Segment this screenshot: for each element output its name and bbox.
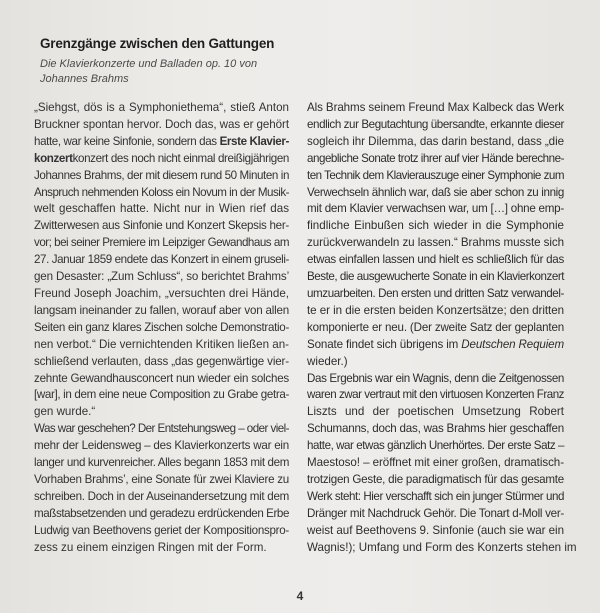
text-line: „Siehgst, dös is a Symphoniethema“, stieß Anton xyxy=(34,101,289,114)
subtitle-line: Johannes Brahms xyxy=(40,73,129,85)
text-line: 27. Januar 1859 endete das Konzert in einem gruseli- xyxy=(34,253,289,267)
text-span: hatte, war keine Sinfonie, sondern das xyxy=(34,134,220,148)
text-line: wieder.) xyxy=(307,354,348,368)
text-line: Johannes Brahms, der mit diesem rund 50 Minuten in xyxy=(34,168,289,182)
text-line xyxy=(34,151,289,168)
text-line: Zwitterwesen aus Sinfonie und Konzert Skepsis her- xyxy=(34,219,289,233)
text-line: [war], in dem eine neue Composition zu Grabe getra- xyxy=(34,388,289,402)
text-span: Sonate findet sich übrigens im xyxy=(307,337,462,351)
text-line: zehnte Gewandhausconcert nun wieder ein solches xyxy=(34,371,289,385)
text-line: Seiten ein ganz klares Zischen solche Demonstratio- xyxy=(34,320,289,334)
text-line: Werk steht: Hier verschafft sich ein junger Stürmer und xyxy=(307,489,564,503)
text-line: Schumanns, doch das, was Brahms hier geschaffen xyxy=(307,422,564,436)
text-line: Bruckner spontan hervor. Doch das, was er gehört xyxy=(34,117,289,131)
text-line: zess zu einem einzigen Ringen mit der Form. xyxy=(34,540,267,554)
text-line: Maestoso! – eröffnet mit einer großen, dramatisch- xyxy=(307,456,564,470)
text-line: Dränger mit Nachdruck Gehör. Die Tonart d-Moll ver- xyxy=(307,506,564,520)
text-line: findliche Einbußen sich wieder in die Symphonie xyxy=(307,219,564,233)
text-line: langer und kurvenreicher. Alles begann 1853 mit dem xyxy=(34,456,289,470)
text-line: zurückverwandeln zu lassen.“ Brahms musste sich xyxy=(307,236,564,250)
text-line: vor; bei seiner Premiere im Leipziger Gewandhaus am xyxy=(34,236,289,250)
text-line: gen Desaster: „Zum Schluss“, so berichtet Brahms’ xyxy=(34,270,289,284)
text-line: gen wurde.“ xyxy=(34,405,96,419)
text-line: maßstabsetzenden und geradezu erdrückenden Erbe xyxy=(34,506,289,520)
text-line: mehr der Leidensweg – des Klavierkonzerts war ein xyxy=(34,439,289,453)
text-line: etwas einfallen lassen und hielt es schließlich für das xyxy=(307,253,564,267)
text-line: komponierte er neu. (Der zweite Satz der geplanten xyxy=(307,320,564,334)
text-line: weist auf Beethovens 9. Sinfonie (auch sie war ein xyxy=(307,523,564,537)
section-subtitle xyxy=(40,57,270,87)
text-line: langsam ineinander zu fallen, worauf aber von allen xyxy=(34,303,289,317)
section-title: Grenzgänge zwischen den Gattungen xyxy=(40,36,275,51)
text-line xyxy=(307,337,564,354)
text-line: Das Ergebnis war ein Wagnis, denn die Zeitgenossen xyxy=(307,371,564,385)
text-line: Als Brahms seinem Freund Max Kalbeck das Werk xyxy=(307,101,564,114)
text-line: Beste, die ausgewucherte Sonate in ein Klavierkonzert xyxy=(307,270,564,284)
text-line: mit dem Klavier verwachsen war, um […] ohne emp- xyxy=(307,202,564,216)
text-line: endlich zur Begutachtung übersandte, erkannte dieser xyxy=(307,117,564,131)
right-text-column xyxy=(307,100,577,556)
text-line: trotzigen Geste, die paradigmatisch für das gesamte xyxy=(307,472,564,486)
text-line: Was war geschehen? Der Entstehungsweg – oder viel- xyxy=(34,422,289,436)
italic-work-title: Deutschen Requiem xyxy=(461,337,564,351)
text-line: Wagnis!); Umfang und Form des Konzerts stehen im xyxy=(307,540,577,554)
text-line: schließend verlauten, dass „das gegenwärtige vier- xyxy=(34,354,289,368)
text-line: schreiben. Doch in der Auseinandersetzung mit dem xyxy=(34,489,289,503)
text-line: umzuarbeiten. Den ersten und dritten Satz verwandel- xyxy=(307,286,564,300)
text-line: nen verbot.“ Die vernichtenden Kritiken ließen an- xyxy=(34,337,289,351)
text-line: ten Technik dem Klavierauszuge einer Symphonie zum xyxy=(307,168,564,182)
text-line: Liszts und der poetischen Umsetzung Robert xyxy=(307,405,564,419)
text-span: konzert des noch nicht einmal dreißigjährigen xyxy=(72,151,289,165)
text-line: hatte, war etwas gänzlich Unerhörtes. Der erste Satz – xyxy=(307,439,564,453)
text-line: angebliche Sonate trotz ihrer auf vier Hände berechne- xyxy=(307,151,564,165)
left-text-column xyxy=(34,100,289,556)
text-line: Anspruch nehmenden Koloss ein Novum in der Musik- xyxy=(34,185,289,199)
section-header xyxy=(40,36,300,87)
bold-work-title: Erste Klavier- xyxy=(219,134,289,148)
text-line: Ludwig van Beethovens geriet der Kompositionspro- xyxy=(34,523,289,537)
page-number: 4 xyxy=(296,589,304,603)
text-line: Freund Joseph Joachim, „versuchten drei Hände, xyxy=(34,286,289,300)
bold-work-title: konzert xyxy=(34,151,73,165)
text-line: waren zwar vertraut mit den virtuosen Konzerten Franz xyxy=(307,388,564,402)
text-line: welt geschaffen hatte. Nicht nur in Wien rief das xyxy=(34,202,289,216)
text-line xyxy=(34,134,289,151)
text-line: te er in die ersten beiden Konzertsätze; den dritten xyxy=(307,303,564,317)
text-line: Vorhaben Brahms’, eine Sonate für zwei Klaviere zu xyxy=(34,472,289,486)
text-line: sogleich ihr Dilemma, das darin bestand, dass „die xyxy=(307,134,564,148)
text-line: Verwechseln ähnlich war, daß sie aber schon zu innig xyxy=(307,185,564,199)
subtitle-line: Die Klavierkonzerte und Balladen op. 10 von xyxy=(40,58,258,70)
